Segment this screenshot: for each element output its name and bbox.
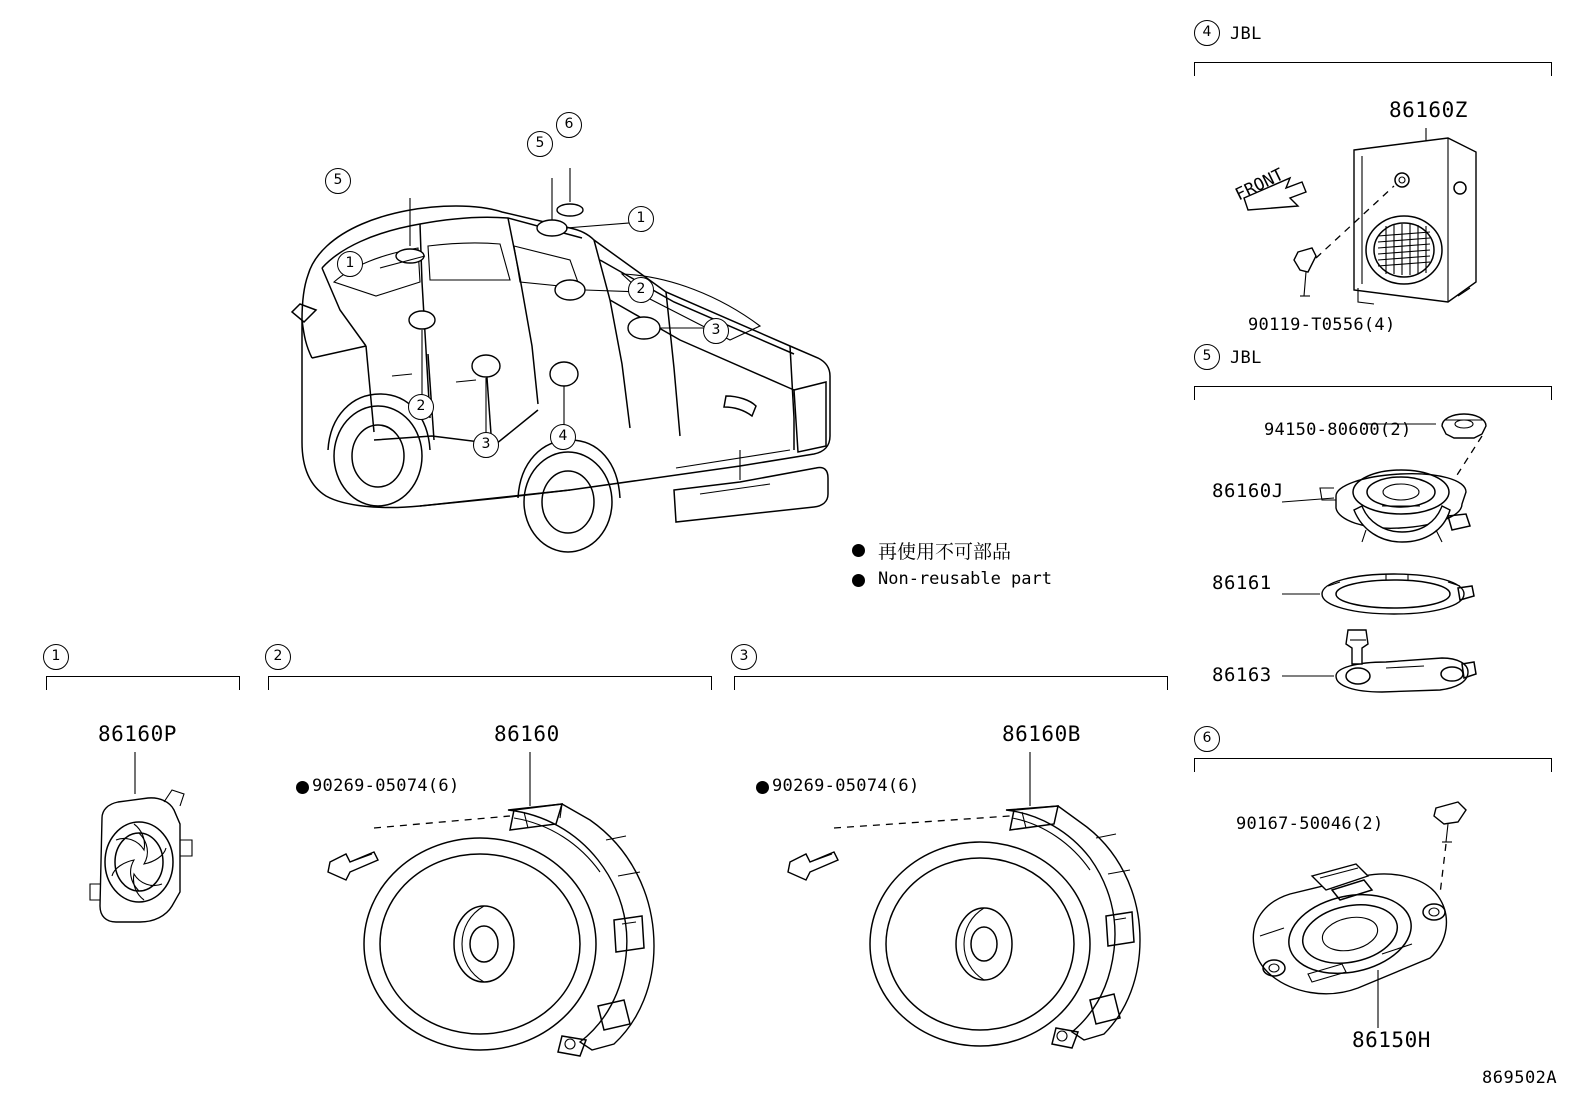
part-code-94150-80600: 94150-80600(2) [1264, 420, 1412, 440]
callout-6-roof: 6 [556, 112, 582, 138]
legend [852, 540, 1072, 590]
group-1 [40, 644, 240, 1064]
part-code-90269-05074-g3: 90269-05074(6) [772, 776, 920, 796]
callout-2-upper: 2 [628, 277, 654, 303]
group-2 [262, 644, 712, 1064]
group-4-title: JBL [1230, 24, 1262, 44]
group-5-title: JBL [1230, 348, 1262, 368]
group-5-bracket [1194, 386, 1552, 400]
legend-label-jp: 再使用不可部品 [878, 541, 1012, 563]
group-6-bracket [1194, 758, 1552, 772]
part-code-86160P: 86160P [98, 722, 177, 746]
part-code-86160Z: 86160Z [1389, 98, 1468, 122]
group-2-callout: 2 [265, 644, 291, 670]
group-3-bracket [734, 676, 1168, 690]
callout-1-dash: 1 [628, 206, 654, 232]
sheet-code: 869502A [1482, 1068, 1558, 1088]
group-4-callout: 4 [1194, 20, 1220, 46]
part-code-90119-T0556: 90119-T0556(4) [1248, 315, 1396, 335]
group-3 [728, 644, 1168, 1064]
callout-3-upper: 3 [703, 318, 729, 344]
callout-5-roof-left: 5 [325, 168, 351, 194]
group-2-bracket [268, 676, 712, 690]
part-code-86160: 86160 [494, 722, 560, 746]
group-5-callout: 5 [1194, 344, 1220, 370]
nonreusable-dot-icon-2 [852, 574, 865, 587]
group-5 [1186, 344, 1566, 714]
group-6 [1186, 726, 1566, 1076]
vehicle-illustration [270, 150, 870, 550]
group-3-callout: 3 [731, 644, 757, 670]
group-1-bracket [46, 676, 240, 690]
callout-3-lower: 3 [473, 432, 499, 458]
legend-label-en: Non-reusable part [878, 569, 1052, 589]
nonreusable-dot-icon [852, 544, 865, 557]
part-code-86163: 86163 [1212, 664, 1272, 686]
group-1-callout: 1 [43, 644, 69, 670]
part-code-90269-05074-g2: 90269-05074(6) [312, 776, 460, 796]
part-code-86150H: 86150H [1352, 1028, 1431, 1052]
part-code-86161: 86161 [1212, 572, 1272, 594]
callout-2-lower: 2 [408, 394, 434, 420]
callout-5-roof-right: 5 [527, 131, 553, 157]
callout-4-rear: 4 [550, 424, 576, 450]
front-arrow-label: FRONT [1232, 164, 1287, 206]
callout-1-front-door: 1 [337, 251, 363, 277]
group-4 [1186, 20, 1566, 340]
group-6-callout: 6 [1194, 726, 1220, 752]
part-code-86160J: 86160J [1212, 480, 1284, 502]
part-code-86160B: 86160B [1002, 722, 1081, 746]
part-code-90167-50046: 90167-50046(2) [1236, 814, 1384, 834]
group-4-bracket [1194, 62, 1552, 76]
